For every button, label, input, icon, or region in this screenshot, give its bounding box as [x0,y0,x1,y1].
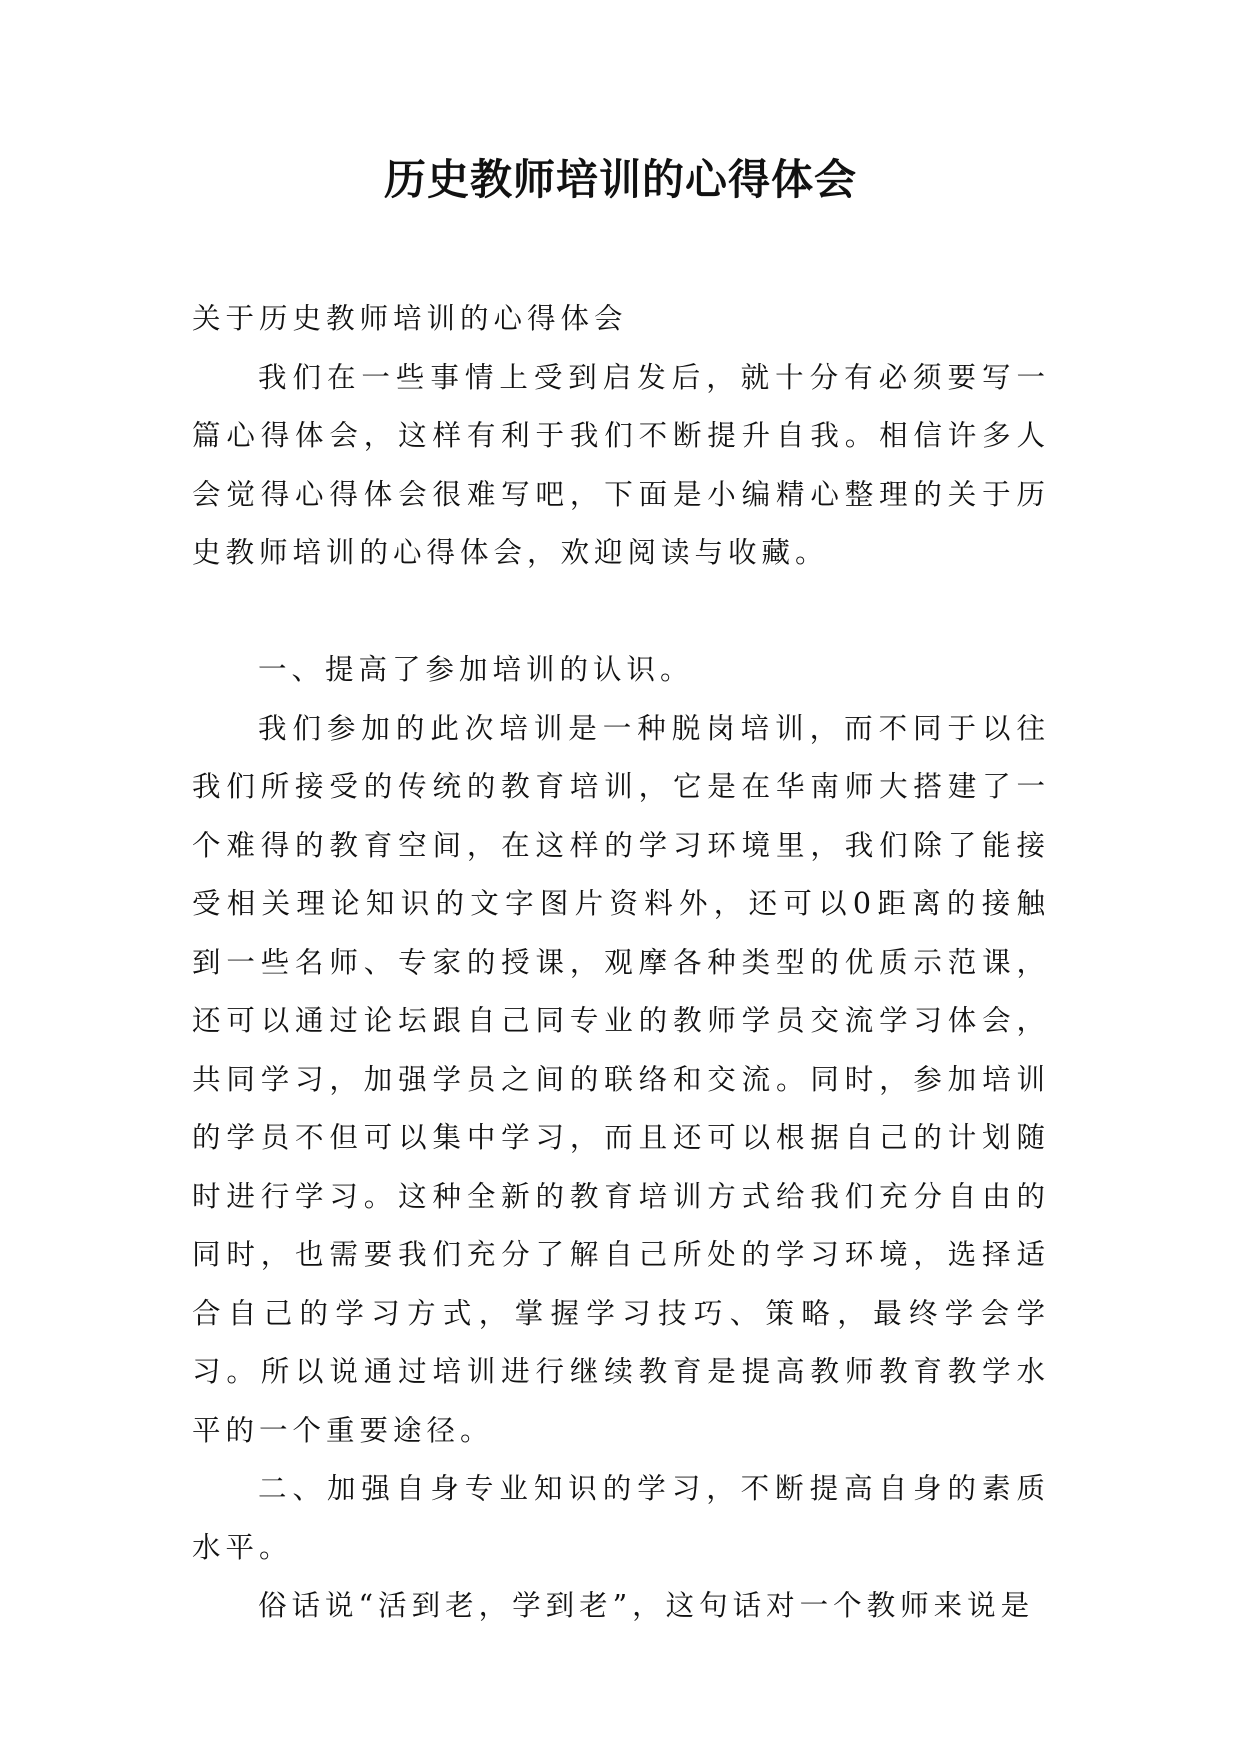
section2-paragraph: 俗话说“活到老，学到老”，这句话对一个教师来说是 [258,1589,1035,1622]
paragraph-gap [192,583,1050,642]
document-subtitle: 关于历史教师培训的心得体会 [192,302,628,335]
section1-heading: 一、提高了参加培训的认识。 [258,653,694,686]
section1-paragraph: 我们参加的此次培训是一种脱岗培训，而不同于以往我们所接受的传统的教育培训，它是在华南师大搭建了一个难得的教育空间，在这样的学习环境里，我们除了能接受相关理论知识的文字图片资料外，还可以0距离的接触到一些名师、专家的授课，观摩各种类型的优质示范课，还可以通过论坛跟自己同专业的教师学员交流学习体会，共同学习，加强学员之间的联络和交流。同时，参加培训的学员不但可以集中学习，而且还可以根据自己的计划随时进行学习。这种全新的教育培训方式给我们充分自由的同时，也需要我们充分了解自己所处的学习环境，选择适合自己的学习方式，掌握学习技巧、策略，最终学会学习。所以说通过培训进行继续教育是提高教师教育教学水平的一个重要途径。 [192,711,1050,1447]
document-body [192,290,1050,1636]
section2-heading: 二、加强自身专业知识的学习，不断提高自身的素质水平。 [192,1472,1050,1564]
document-title: 历史教师培训的心得体会 [383,155,857,204]
intro-paragraph: 我们在一些事情上受到启发后，就十分有必须要写一篇心得体会，这样有利于我们不断提升自我。相信许多人会觉得心得体会很难写吧，下面是小编精心整理的关于历史教师培训的心得体会，欢迎阅读与收藏。 [192,360,1050,569]
